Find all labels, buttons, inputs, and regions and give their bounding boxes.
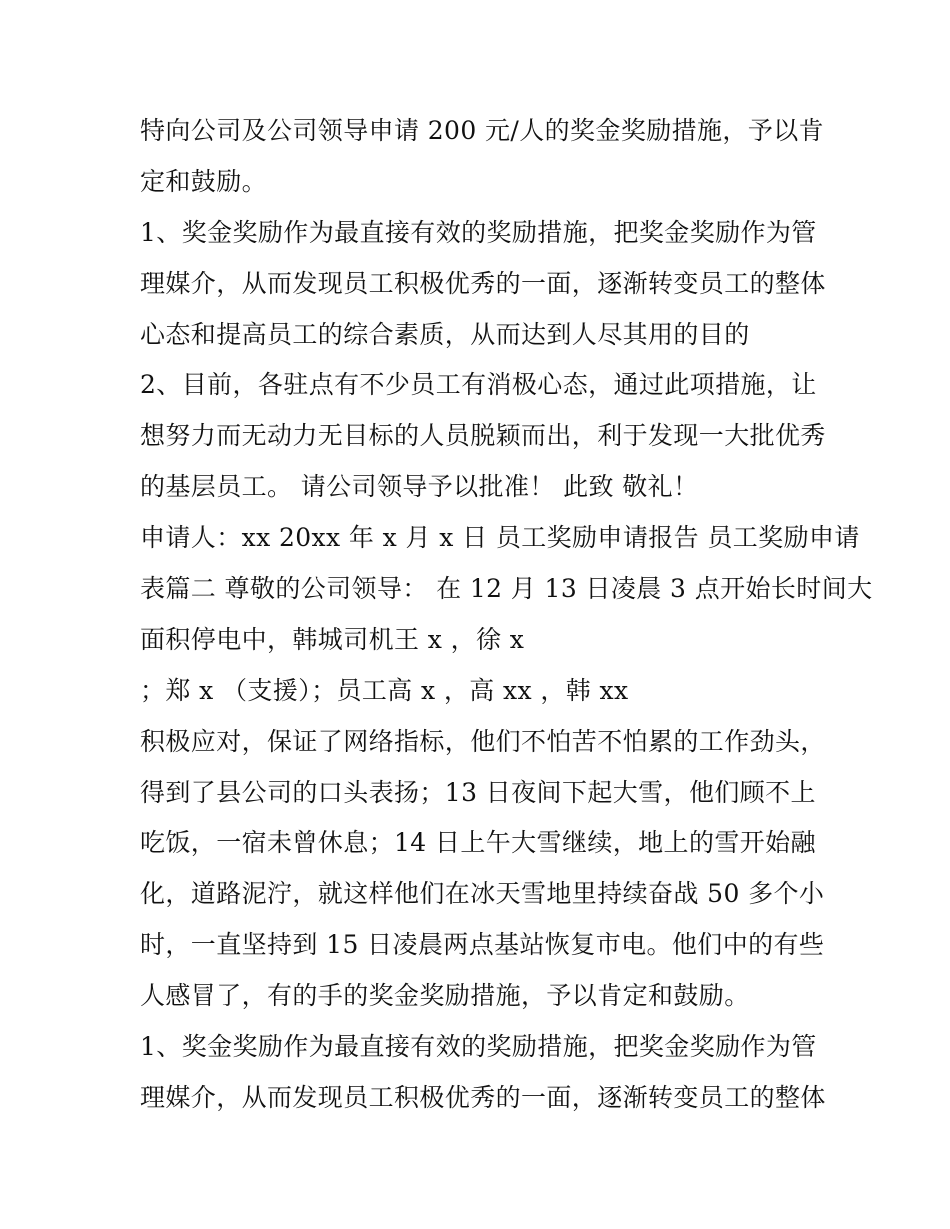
text-line: 想努力而无动力无目标的人员脱颖而出，利于发现一大批优秀: [140, 421, 826, 451]
text-line: 特向公司及公司领导申请 200 元/人的奖金奖励措施，予以肯: [140, 116, 825, 145]
text-line: 表篇二 尊敬的公司领导： 在 12 月 13 日凌晨 3 点开始长时间大: [140, 574, 873, 604]
text-line: 吃饭，一宿未曾休息；14 日上午大雪继续，地上的雪开始融: [140, 828, 816, 858]
text-line: 积极应对，保证了网络指标，他们不怕苦不怕累的工作劲头，: [140, 726, 826, 756]
text-line: 面积停电中，韩城司机王 x ，徐 x: [140, 624, 525, 654]
text-line: 人感冒了，有的手的奖金奖励措施，予以肯定和鼓励。: [140, 981, 750, 1011]
text-line: 时，一直坚持到 15 日凌晨两点基站恢复市电。他们中的有些: [140, 930, 825, 960]
text-line: 理媒介，从而发现员工积极优秀的一面，逐渐转变员工的整体: [140, 1082, 826, 1112]
text-line: 理媒介，从而发现员工积极优秀的一面，逐渐转变员工的整体: [140, 268, 826, 298]
document-body: [140, 106, 873, 1124]
text-line: 1、奖金奖励作为最直接有效的奖励措施，把奖金奖励作为管: [140, 217, 817, 247]
text-line: 得到了县公司的口头表扬；13 日夜间下起大雪，他们顾不上: [140, 777, 816, 807]
text-line: 化，道路泥泞，就这样他们在冰天雪地里持续奋战 50 多个小: [140, 879, 825, 909]
text-line: 2、目前，各驻点有不少员工有消极心态，通过此项措施，让: [140, 370, 817, 400]
text-line: 的基层员工。 请公司领导予以批准！ 此致 敬礼！: [140, 472, 699, 502]
text-line: 心态和提高员工的综合素质，从而达到人尽其用的目的: [140, 319, 750, 349]
text-line: 定和鼓励。: [140, 166, 268, 196]
text-line: ；郑 x （支援）；员工高 x ，高 xx ，韩 xx: [140, 675, 629, 705]
text-line: 1、奖金奖励作为最直接有效的奖励措施，把奖金奖励作为管: [140, 1032, 817, 1062]
text-line: 申请人：xx 20xx 年 x 月 x 日 员工奖励申请报告 员工奖励申请: [140, 523, 860, 553]
